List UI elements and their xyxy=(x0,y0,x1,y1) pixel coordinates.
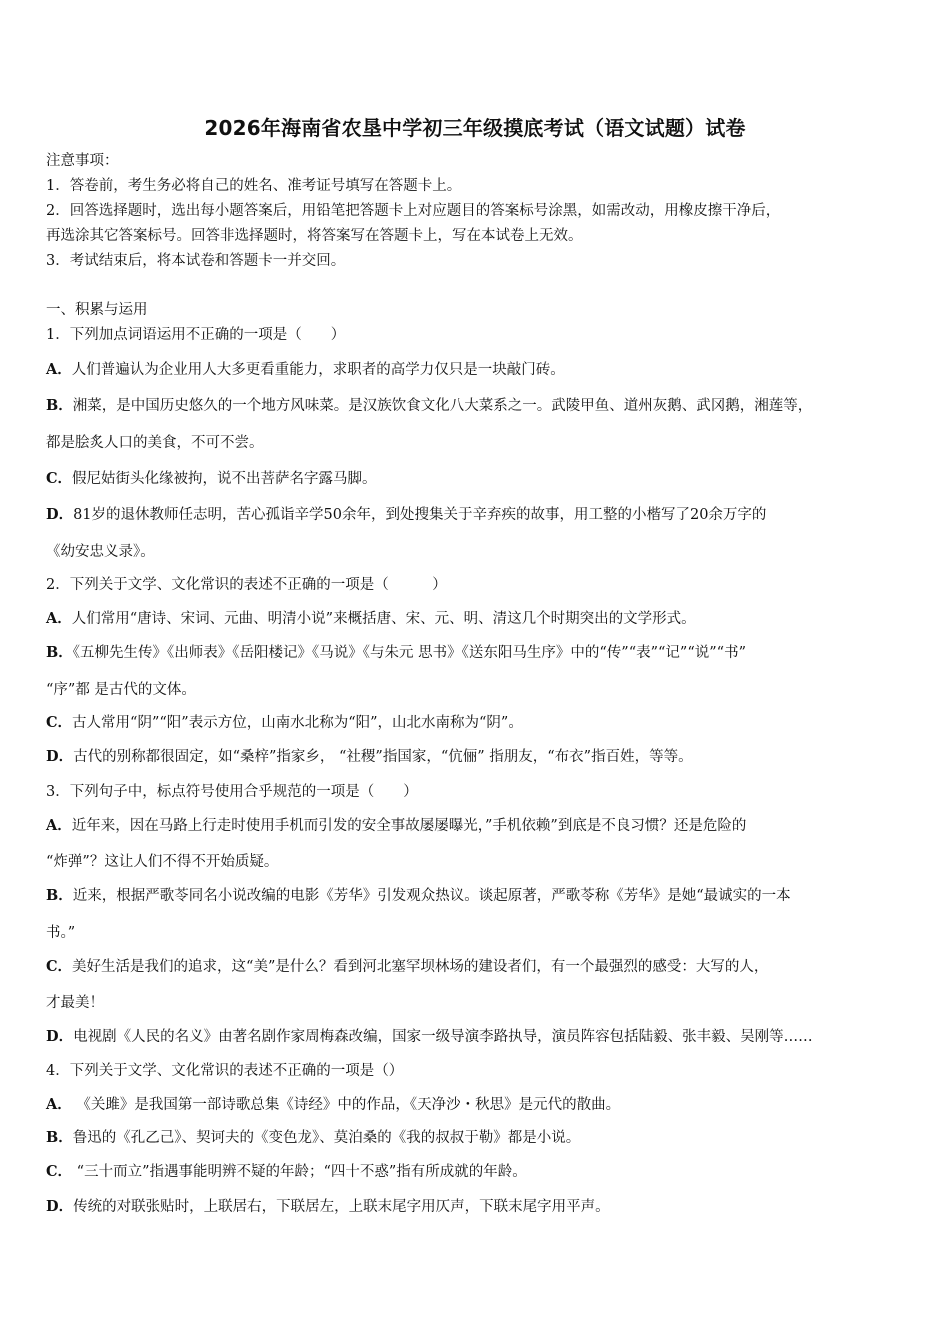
option-text: 电视剧《人民的名义》由著名剧作家周梅森改编，国家一级导演李路执导，演员阵容包括陆毅、张丰毅、吴刚等…… xyxy=(73,1029,813,1045)
option-text: 《五柳先生传》《出师表》《岳阳楼记》《马说》《与朱元 思书》《送东阳马生序》中的“传”“表”“记”“说”“书” xyxy=(72,645,746,661)
option-label: B． xyxy=(46,887,73,904)
section-heading: 一、积累与运用 xyxy=(46,302,148,318)
option-1d-cont: 《幼安忠义录》。 xyxy=(46,544,155,560)
option-4a xyxy=(46,1095,620,1115)
option-3c-cont: 才最美！ xyxy=(46,995,104,1011)
option-label: C． xyxy=(46,1163,73,1180)
option-text: 人们常用“唐诗、宋词、元曲、明清小说”来概括唐、宋、元、明、清这几个时期突出的文学形式。 xyxy=(71,611,696,627)
question-stem-2: 2．下列关于文学、文化常识的表述不正确的一项是（ ） xyxy=(46,577,447,593)
question-stem-1: 1．下列加点词语运用不正确的一项是（ ） xyxy=(46,327,346,343)
option-3a xyxy=(46,816,746,836)
option-label: D． xyxy=(46,1028,74,1045)
option-3b xyxy=(46,886,791,906)
option-text: 古人常用“阴”“阳”表示方位，山南水北称为“阳”，山北水南称为“阴”。 xyxy=(72,715,523,731)
option-3b-cont: 书。” xyxy=(46,925,76,941)
option-2b-cont: “序”都 是古代的文体。 xyxy=(46,682,196,698)
option-label: B． xyxy=(46,1129,73,1146)
option-text: 近来，根据严歌苓同名小说改编的电影《芳华》引发观众热议。谈起原著，严歌苓称《芳华》是她“最诚实的一本 xyxy=(72,888,791,904)
notice-heading: 注意事项： xyxy=(46,153,119,169)
notice-item: 再选涂其它答案标号。回答非选择题时，将答案写在答题卡上，写在本试卷上无效。 xyxy=(46,228,583,244)
notice-item: 3．考试结束后，将本试卷和答题卡一并交回。 xyxy=(46,253,346,269)
option-1a xyxy=(46,360,565,380)
option-1d xyxy=(46,505,766,525)
option-label: D． xyxy=(46,748,74,765)
option-text: 传统的对联张贴时，上联居右，下联居左，上联末尾字用仄声，下联末尾字用平声。 xyxy=(73,1199,610,1215)
option-1b-cont: 都是脍炙人口的美食，不可不尝。 xyxy=(46,435,264,451)
option-2a xyxy=(46,609,696,629)
option-text: 假尼姑街头化缘被拘，说不出菩萨名字露马脚。 xyxy=(72,471,377,487)
question-stem-3: 3．下列句子中，标点符号使用合乎规范的一项是（ ） xyxy=(46,784,418,800)
option-label: A． xyxy=(46,1096,72,1113)
option-label: C． xyxy=(46,714,73,731)
option-3d xyxy=(46,1027,813,1047)
option-3c xyxy=(46,957,768,977)
option-label: A． xyxy=(46,817,72,834)
option-text: 81岁的退休教师任志明，苦心孤诣辛学50余年，到处搜集关于辛弃疾的故事，用工整的小楷写了20余万字的 xyxy=(73,507,767,523)
option-text: 鲁迅的《孔乙己》、契诃夫的《变色龙》、莫泊桑的《我的叔叔于勒》都是小说。 xyxy=(72,1130,581,1146)
option-label: A． xyxy=(46,610,72,627)
option-text: “三十而立”指遇事能明辨不疑的年龄；“四十不惑”指有所成就的年龄。 xyxy=(72,1164,527,1180)
option-label: C． xyxy=(46,958,73,975)
option-4b xyxy=(46,1128,580,1148)
exam-title: 2026年海南省农垦中学初三年级摸底考试（语文试题）试卷 xyxy=(204,116,746,140)
option-label: B． xyxy=(46,397,73,414)
option-text: 人们普遍认为企业用人大多更看重能力，求职者的高学力仅只是一块敲门砖。 xyxy=(71,362,565,378)
option-text: 湘菜，是中国历史悠久的一个地方风味菜。是汉族饮食文化八大菜系之一。武陵甲鱼、道州灰鹅、武冈鹅，湘莲等， xyxy=(72,398,813,414)
option-2d xyxy=(46,747,693,767)
option-text: 《关雎》是我国第一部诗歌总集《诗经》中的作品，《天净沙・秋思》是元代的散曲。 xyxy=(71,1097,621,1113)
option-label: D． xyxy=(46,1198,74,1215)
option-text: 古代的别称都很固定，如“桑梓”指家乡， “社稷”指国家，“伉俪” 指朋友，“布衣”指百姓，等等。 xyxy=(73,749,693,765)
option-4c xyxy=(46,1162,527,1182)
option-label: D． xyxy=(46,506,74,523)
option-label: B． xyxy=(46,644,73,661)
notice-item: 1．答卷前，考生务必将自己的姓名、准考证号填写在答题卡上。 xyxy=(46,178,462,194)
option-2c xyxy=(46,713,523,733)
option-label: C． xyxy=(46,470,73,487)
option-4d xyxy=(46,1197,610,1217)
question-stem-4: 4．下列关于文学、文化常识的表述不正确的一项是（） xyxy=(46,1063,404,1079)
option-1c xyxy=(46,469,377,489)
notice-item: 2．回答选择题时，选出每小题答案后，用铅笔把答题卡上对应题目的答案标号涂黑，如需改动，用橡皮擦干净后， xyxy=(46,203,781,219)
option-text: 近年来，因在马路上行走时使用手机而引发的安全事故屡屡曝光，”手机依赖”到底是不良习惯？还是危险的 xyxy=(71,818,747,834)
option-1b xyxy=(46,396,812,416)
option-2b xyxy=(46,643,746,663)
option-label: A． xyxy=(46,361,72,378)
option-text: 美好生活是我们的追求，这“美”是什么？看到河北塞罕坝林场的建设者们，有一个最强烈的感受：大写的人， xyxy=(72,959,769,975)
option-3a-cont: “炸弹”？这让人们不得不开始质疑。 xyxy=(46,854,279,870)
